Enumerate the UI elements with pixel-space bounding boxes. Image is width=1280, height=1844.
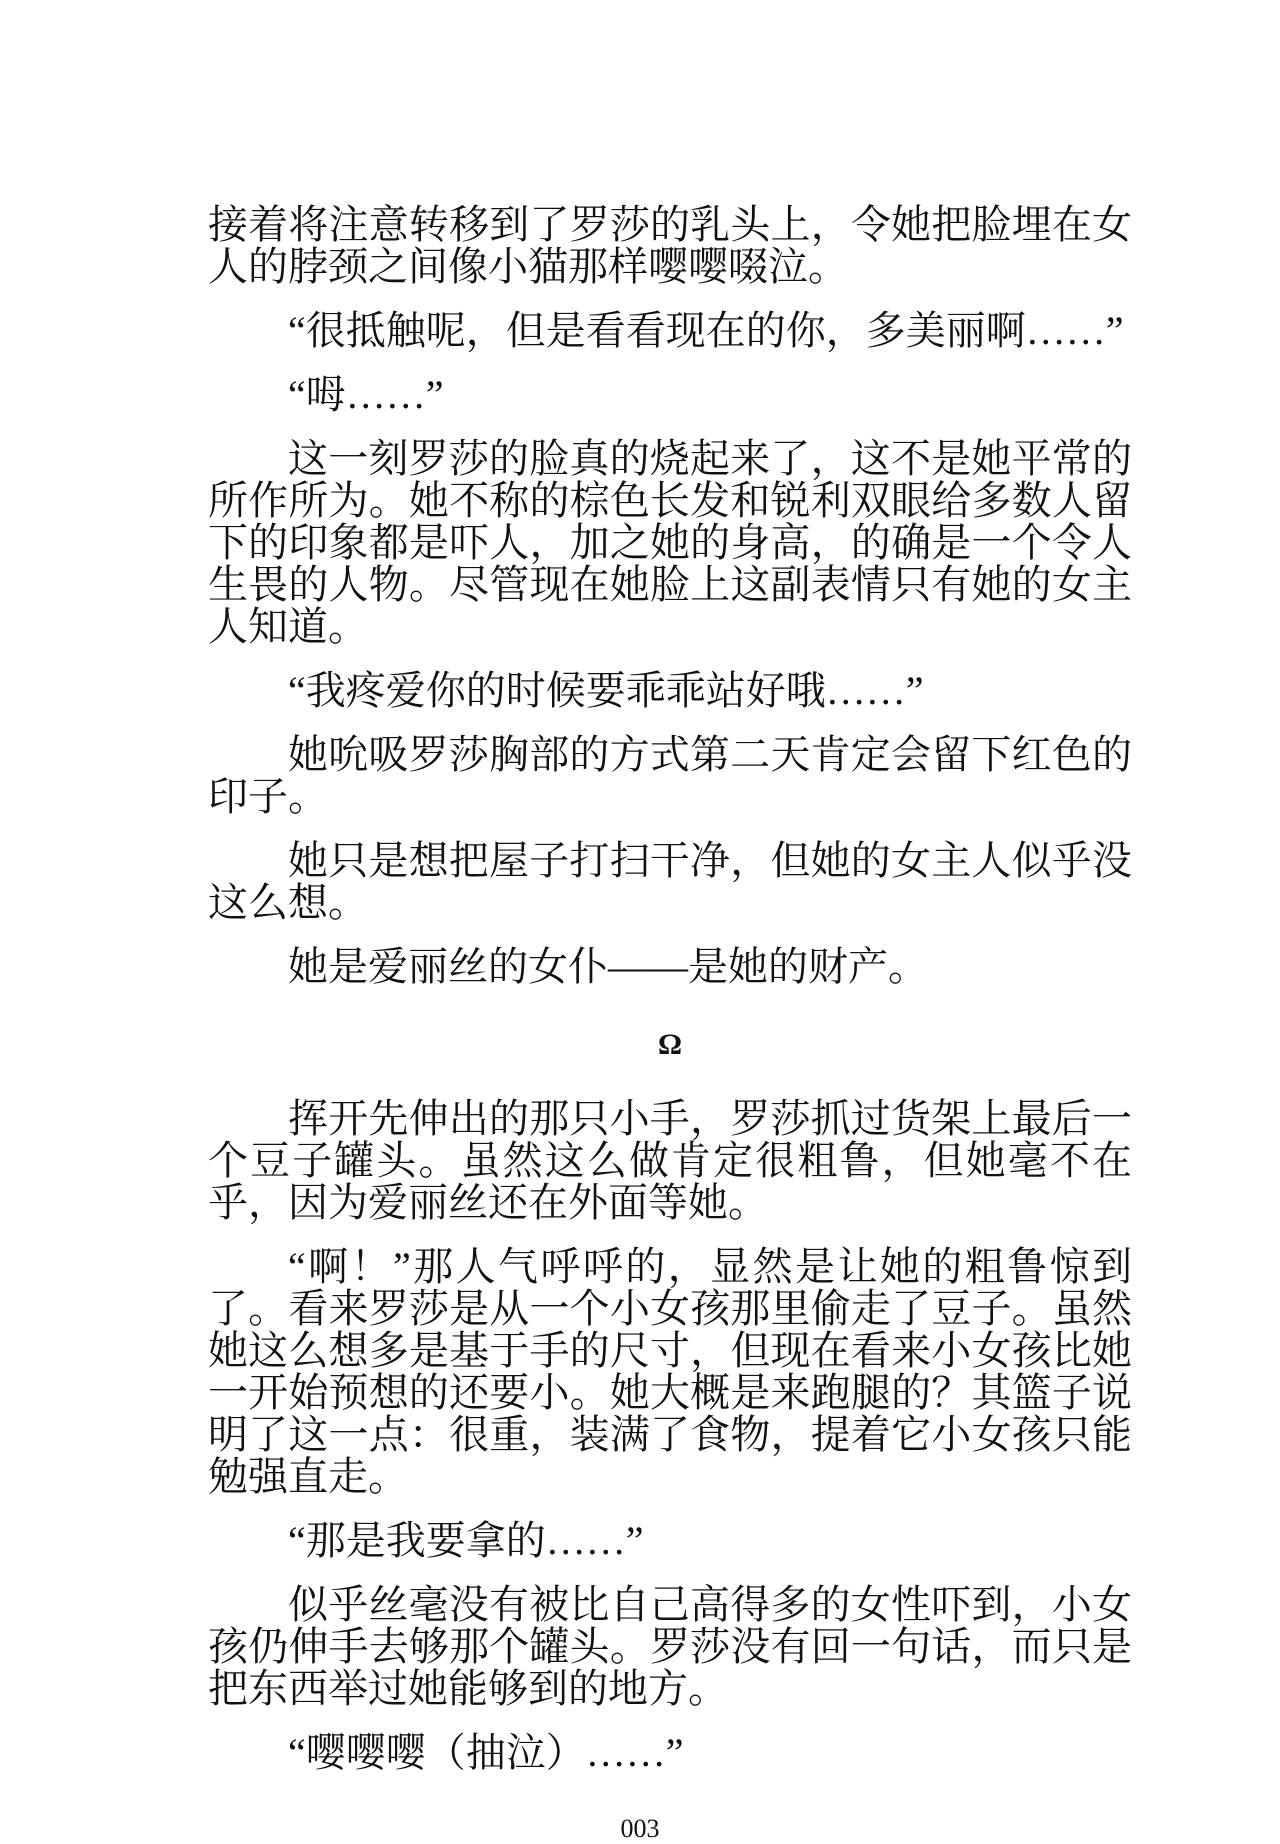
paragraph: 挥开先伸出的那只小手，罗莎抓过货架上最后一个豆子罐头。虽然这么做肯定很粗鲁，但她毫不在乎，因为爱丽丝还在外面等她。 — [208, 1096, 1132, 1225]
paragraph-dialogue: “很抵触呢，但是看看现在的你，多美丽啊……” — [288, 308, 1124, 353]
paragraph-dialogue: “我疼爱你的时候要乖乖站好哦……” — [288, 668, 924, 713]
paragraph: “啊！”那人气呼呼的，显然是让她的粗鲁惊到了。看来罗莎是从一个小女孩那里偷走了豆子。虽然她这么想多是基于手的尺寸，但现在看来小女孩比她一开始预想的还要小。她大概是来跑腿的？其篮子说明了这一点：很重，装满了食物，提着它小女孩只能勉强直走。 — [208, 1244, 1132, 1499]
paragraph: 她是爱丽丝的女仆——是她的财产。 — [288, 944, 928, 989]
page-number: 003 — [620, 1814, 660, 1843]
paragraph: 似乎丝毫没有被比自己高得多的女性吓到，小女孩仍伸手去够那个罐头。罗莎没有回一句话，而只是把东西举过她能够到的地方。 — [208, 1582, 1132, 1711]
paragraph: 这一刻罗莎的脸真的烧起来了，这不是她平常的所作所为。她不称的棕色长发和锐利双眼给多数人留下的印象都是吓人，加之她的身高，的确是一个令人生畏的人物。尽管现在她脸上这副表情只有她的女主人知道。 — [208, 436, 1132, 649]
paragraph-dialogue: “呣……” — [288, 372, 444, 417]
section-break-omega: Ω — [657, 1028, 683, 1061]
paragraph: 她只是想把屋子打扫干净，但她的女主人似乎没这么想。 — [208, 838, 1132, 925]
paragraph-dialogue: “嘤嘤嘤（抽泣）……” — [288, 1730, 684, 1775]
paragraph-dialogue: “那是我要拿的……” — [288, 1518, 644, 1563]
paragraph-continuation: 接着将注意转移到了罗莎的乳头上，令她把脸埋在女人的脖颈之间像小猫那样嘤嘤啜泣。 — [208, 202, 1132, 289]
paragraph: 她吮吸罗莎胸部的方式第二天肯定会留下红色的印子。 — [208, 732, 1132, 819]
